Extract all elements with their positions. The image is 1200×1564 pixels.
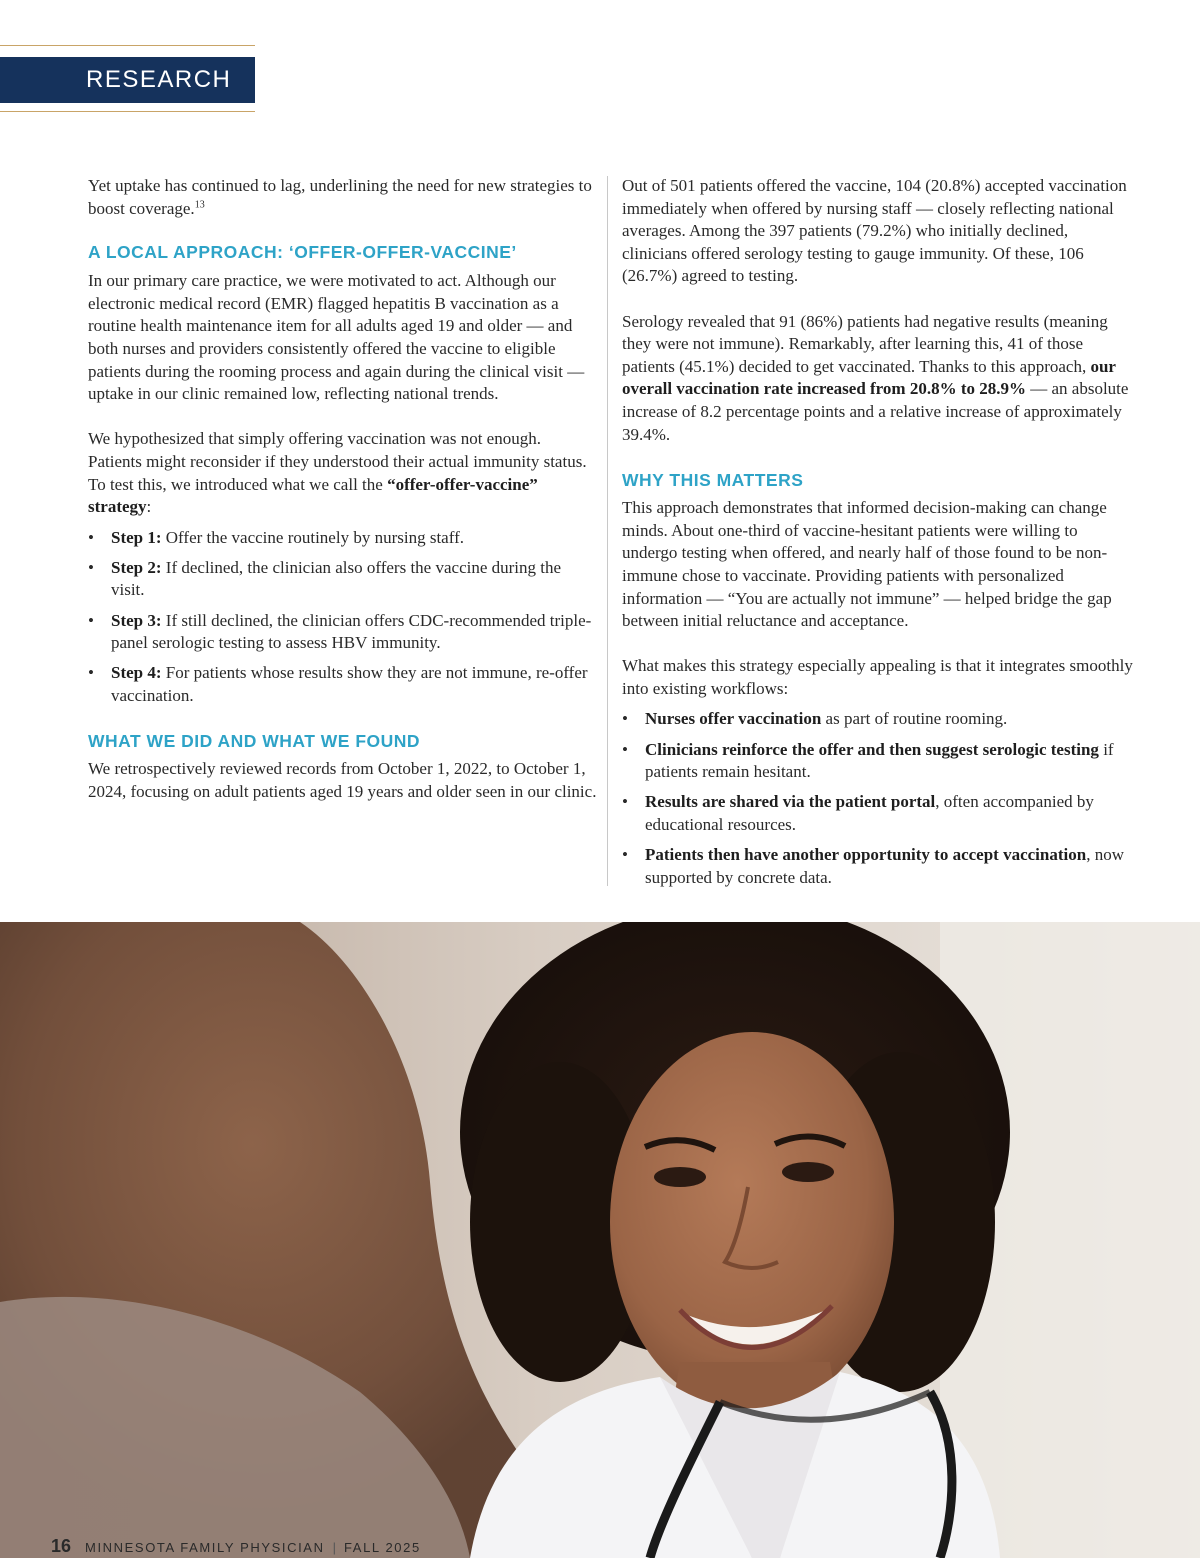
why-paragraph-1: This approach demonstrates that informed decision-making can change minds. About one-third of vaccine-hesitant patients were willing to undergo testing when offered, and nearly half of those found to be non-immune chose to vaccinate. Providing patients with personalized information — “You are actually not immune” — helped bridge the gap between initial reluctance and acceptance. — [622, 498, 1112, 631]
list-item: • Nurses offer vaccination as part of routine rooming. — [622, 708, 1134, 731]
results-paragraph-2: Serology revealed that 91 (86%) patients had negative results (meaning they were not immune). Remarkably, after learning this, 41 of those patients (45.1%) decided to get vaccinated. Thanks to this approach, our overall vaccination rate increased from 20.8% to 28.9% — an absolute increase of 8.2 percentage points and a relative increase of approximately 39.4%. — [622, 311, 1129, 444]
list-item: • Step 3: If still declined, the clinician offers CDC-recommended triple-panel serologic testing to assess HBV immunity. — [88, 610, 592, 653]
right-column — [622, 175, 1134, 897]
heading-what-we-found: WHAT WE DID AND WHAT WE FOUND — [88, 731, 421, 752]
column-divider — [607, 176, 608, 886]
section-label: RESEARCH — [0, 57, 255, 103]
bullet-icon: • — [88, 527, 94, 547]
local-paragraph-1: In our primary care practice, we were motivated to act. Although our electronic medical record (EMR) flagged hepatitis B vaccination as a routine health maintenance item for all adults aged 19 and older — and both nurses and providers consistently offered the vaccine to eligible patients during the rooming process and again during the clinical visit — uptake in our clinic remained low, reflecting national trends. — [88, 271, 585, 404]
steps-list — [88, 527, 598, 708]
list-item: • Clinicians reinforce the offer and then suggest serologic testing if patients remain hesitant. — [622, 739, 1114, 782]
bullet-icon: • — [88, 610, 94, 630]
heading-local-approach: A LOCAL APPROACH: ‘OFFER-OFFER-VACCINE’ — [88, 242, 517, 263]
bullet-icon: • — [622, 792, 628, 812]
header-bottom-rule — [0, 111, 255, 112]
list-item: • Results are shared via the patient portal, often accompanied by educational resources. — [622, 792, 1094, 834]
bullet-icon: • — [622, 739, 628, 759]
why-paragraph-2: What makes this strategy especially appealing is that it integrates smoothly into existing workflows: — [622, 656, 1133, 698]
list-item: • Step 1: Offer the vaccine routinely by nursing staff. — [88, 527, 598, 550]
bullet-icon: • — [88, 663, 94, 683]
footnote-ref: 13 — [194, 198, 205, 210]
workflow-list — [622, 708, 1134, 889]
list-item: • Patients then have another opportunity to accept vaccination, now supported by concrete data. — [622, 844, 1124, 887]
page-number: 16 — [51, 1536, 72, 1556]
header-top-rule — [0, 45, 255, 46]
results-paragraph-1: Out of 501 patients offered the vaccine, 104 (20.8%) accepted vaccination immediately when offered by nursing staff — closely reflecting national averages. Among the 397 patients (79.2%) who initially declined, clinicians offered serology testing to gauge immunity. Of these, 106 (26.7%) agreed to testing. — [622, 176, 1127, 286]
intro-paragraph: Yet uptake has continued to lag, underlining the need for new strategies to boost coverage.$^{13}$ — [88, 176, 592, 218]
page-footer — [51, 1536, 421, 1564]
bullet-icon: • — [88, 557, 94, 577]
issue-label: FALL 2025 — [343, 1540, 421, 1555]
found-paragraph: We retrospectively reviewed records from October 1, 2022, to October 1, 2024, focusing on adult patients aged 19 years and older seen in our clinic. — [88, 759, 597, 801]
bullet-icon: • — [622, 844, 628, 864]
list-item: • Step 2: If declined, the clinician also offers the vaccine during the visit. — [88, 557, 562, 600]
footer-separator: | — [332, 1540, 336, 1555]
list-item: • Step 4: For patients whose results show they are not immune, re-offer vaccination. — [88, 663, 588, 705]
publication-name: MINNESOTA FAMILY PHYSICIAN — [85, 1540, 325, 1555]
local-paragraph-2: We hypothesized that simply offering vaccination was not enough. Patients might reconsider if they understood their actual immunity status. To test this, we introduced what we call the “offer-offer-vaccine” strategy: — [88, 429, 587, 517]
doctor-patient-photo — [0, 922, 1200, 1558]
bullet-icon: • — [622, 709, 628, 729]
heading-why-this-matters: WHY THIS MATTERS — [622, 470, 804, 491]
left-column — [88, 175, 598, 804]
